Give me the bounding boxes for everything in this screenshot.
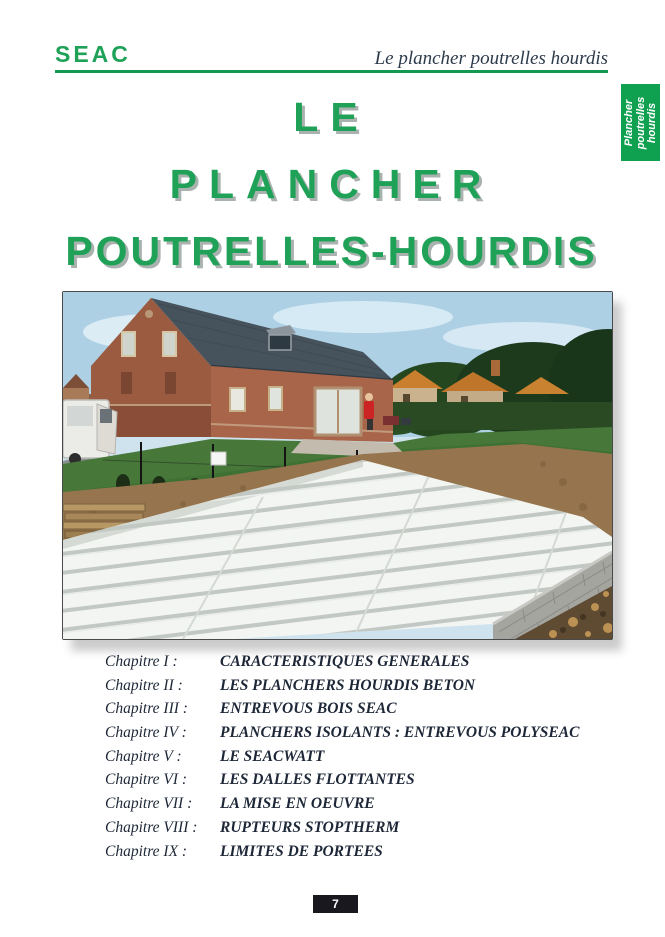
chapter-title: LA MISE EN OEUVRE — [220, 795, 375, 813]
toc-row-7[interactable] — [105, 795, 585, 819]
brand-logo: SEAC — [55, 41, 131, 67]
chapter-label: Chapitre VII : — [105, 795, 193, 813]
toc-row-5[interactable] — [105, 748, 585, 772]
toc-row-6[interactable] — [105, 771, 585, 795]
toc-row-4[interactable] — [105, 724, 585, 748]
chapter-label: Chapitre IX : — [105, 842, 188, 860]
page-number: 7 — [332, 897, 339, 911]
chapter-title: RUPTEURS STOPTHERM — [220, 818, 400, 836]
toc-row-3[interactable] — [105, 700, 585, 724]
title-line-1: LE — [293, 94, 370, 140]
chapter-label: Chapitre II : — [105, 676, 183, 694]
chapter-title: PLANCHERS ISOLANTS : ENTREVOUS POLYSEAC — [220, 724, 580, 742]
chapter-title: LE SEACWATT — [220, 747, 325, 765]
title-line-2: PLANCHER — [169, 161, 494, 207]
chapter-title: LIMITES DE PORTEES — [220, 842, 383, 860]
chapter-label: Chapitre VIII : — [105, 818, 198, 836]
chapter-label: Chapitre VI : — [105, 771, 188, 789]
toc-row-1[interactable] — [105, 653, 585, 677]
chapter-label: Chapitre III : — [105, 700, 188, 718]
chapter-title: LES DALLES FLOTTANTES — [220, 771, 415, 789]
tab-line-2: poutrelles — [633, 96, 646, 149]
chapter-title: ENTREVOUS BOIS SEAC — [220, 700, 397, 718]
chapter-label: Chapitre V : — [105, 747, 182, 765]
toc-row-2[interactable] — [105, 677, 585, 701]
chapter-title: LES PLANCHERS HOURDIS BETON — [220, 676, 476, 694]
section-tab-label — [623, 84, 658, 161]
title-line-3: POUTRELLES-HOURDIS — [65, 228, 598, 274]
tab-line-1: Plancher — [622, 99, 635, 146]
page-number-badge — [313, 895, 358, 913]
chapter-title: CARACTERISTIQUES GENERALES — [220, 653, 470, 670]
running-title: Le plancher poutrelles hourdis — [374, 48, 608, 69]
construction-photo — [62, 291, 613, 640]
tab-line-3: hourdis — [645, 102, 658, 143]
toc-row-9[interactable] — [105, 843, 585, 867]
table-of-contents — [105, 653, 585, 866]
section-tab[interactable] — [621, 84, 660, 161]
chapter-label: Chapitre IV : — [105, 724, 187, 742]
page-header — [55, 36, 608, 73]
toc-row-8[interactable] — [105, 819, 585, 843]
page-title — [55, 84, 608, 285]
chapter-label: Chapitre I : — [105, 653, 178, 670]
